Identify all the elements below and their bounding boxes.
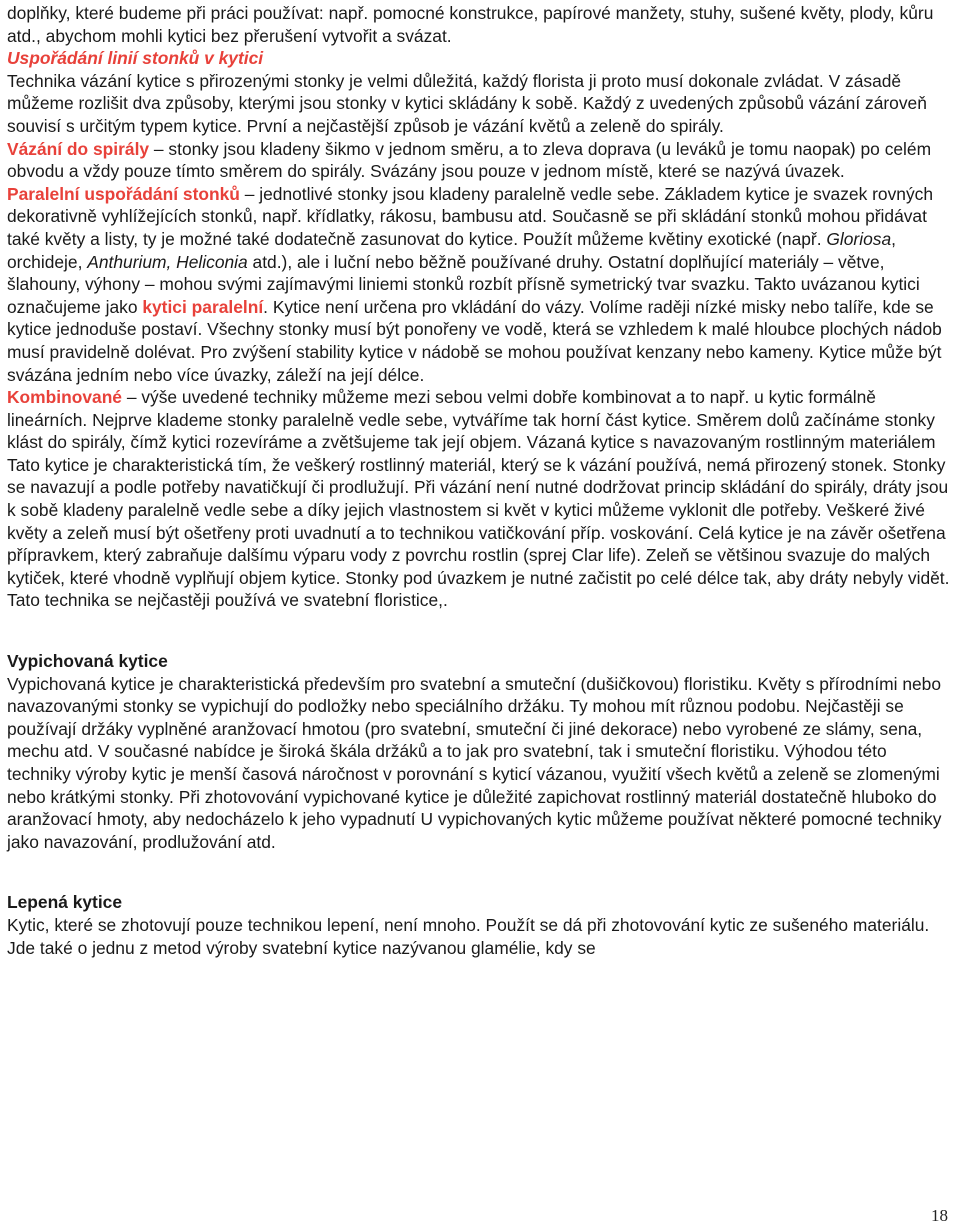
paragraph-paralelni [7, 183, 953, 386]
italic-gloriosa: Gloriosa [826, 228, 892, 249]
paragraph-technika [7, 70, 953, 138]
text: atd.), ale i luční nebo běžně používané druhy. Ostatní doplňující materiály – větve, šlahouny, výhony – mohou svými zajímavými liniemi stonků rozbít přísně symetrický tvar svazku. Takto uvázanou kytici označujeme jako [7, 251, 920, 317]
spacer [7, 612, 953, 650]
text: – stonky jsou kladeny šikmo v jednom směru, a to zleva doprava (u leváků je tomu naopak) po celém obvodu a vždy pouze tímto směrem do spirály. Svázány jsou pouze v jednom místě, které se nazývá úvazek. [7, 138, 932, 182]
page-number: 18 [931, 1206, 948, 1225]
spacer [7, 853, 953, 891]
paragraph-intro [7, 2, 953, 47]
text: , orchideje, [7, 228, 896, 272]
term-paralelni: Paralelní uspořádání stonků [7, 183, 240, 204]
heading-lepena: Lepená kytice [7, 892, 123, 913]
term-kombinovane: Kombinované [7, 387, 122, 408]
term-spiral: Vázání do spirály [7, 138, 150, 159]
text: doplňky, které budeme při práci používat: např. pomocné konstrukce, papírové manžety, stuhy, sušené květy, plody, kůru atd., abychom mohli kytici bez přerušení vytvořit a svázat. [7, 3, 934, 46]
text: – jednotlivé stonky jsou kladeny paralelně vedle sebe. Základem kytice je svazek rovných dekorativně vyhlížejících stonků, např. křídlatky, rákosu, bambusu atd. Současně se při skládání stonků mohou přidávat také květy a listy, ty je možné také dodatečně zasunovat do kytice. Použít můžeme květiny exotické (např. [7, 183, 934, 249]
paragraph-vypichovana [7, 673, 953, 854]
text: Kytic, které se zhotovují pouze technikou lepení, není mnoho. Použít se dá při zhotovování kytic ze sušeného materiálu. Jde také o jednu z metod výroby svatební kytice nazývanou glamélie, kdy se [7, 914, 930, 958]
heading-text: Uspořádání linií stonků v kytici [7, 48, 264, 69]
text: – výše uvedené techniky můžeme mezi sebou velmi dobře kombinovat a to např. u kytic formálně lineárních. Nejprve klademe stonky paralelně vedle sebe, vytváříme tak horní část kytice. Směrem dolů začínáme stonky klást do spirály, čímž kytici rozevíráme a zvětšujeme tak její objem. Vázaná kytice s navazovaným rostlinným materiálem Tato kytice je charakteristická tím, že veškerý rostlinný materiál, který se k vázání používá, nemá přirozený stonek. Stonky se navazují a podle potřeby navatičkují či prodlužují. Při vázání není nutné dodržovat princip skládání do spirály, dráty jsou k sobě kladeny paralelně vedle sebe a díky jejich vlastnostem si květ v kytici můžeme vyklonit dle potřeby. Veškeré živé květy a zeleň musí být ošetřeny proti uvadnutí a to technikou vatičkování příp. voskování. Celá kytice je na závěr ošetřena přípravkem, který zabraňuje dalšímu výparu vody z povrchu rostlin (sprej Clar life). Zeleň se většinou svazuje do malých kytiček, které vhodně vyplňují objem kytice. Stonky pod úvazkem je nutné začistit po celé délce tak, aby dráty nebyly vidět. Tato technika se nejčastěji používá ve svatební floristice,. [7, 387, 950, 611]
paragraph-lepena [7, 914, 953, 959]
text: Vypichovaná kytice je charakteristická především pro svatební a smuteční (dušičkovou) floristiku. Květy s přírodními nebo navazovanými stonky se vypichují do podložky nebo speciálního držáku. Ty mohou mít různou podobu. Nejčastěji se používají držáky vyplněné aranžovací hmotou (pro svatební, smuteční či jiné dekorace) nebo vyrobené ze slámy, sena, mechu atd. V současné nabídce je široká škála držáků a to jak pro svatební, tak i smuteční floristiku. Výhodou této techniky výroby kytic je menší časová náročnost v porovnání s kyticí vázanou, využití všech květů a zeleně se zlomenými nebo krátkými stonky. Při zhotovování vypichované kytice je důležité zapichovat rostlinný materiál dostatečně hluboko do aranžovací hmoty, aby nedocházelo k jeho vypadnutí U vypichovaných kytic můžeme používat některé pomocné techniky jako navazování, prodlužování atd. [7, 673, 942, 852]
document-page [7, 0, 953, 959]
italic-anthurium: Anthurium, Heliconia [87, 251, 248, 272]
text: Technika vázání kytice s přirozenými stonky je velmi důležitá, každý florista ji proto musí dokonale zvládat. V zásadě můžeme rozlišit dva způsoby, kterými jsou stonky v kytici skládány k sobě. Každý z uvedených způsobů vázání zároveň souvisí s určitým typem kytice. První a nejčastější způsob je vázání květů a zeleně do spirály. [7, 70, 927, 136]
paragraph-kombinovane [7, 386, 953, 612]
heading-vypichovana: Vypichovaná kytice [7, 651, 168, 672]
term-kytici-paralelni: kytici paralelní [142, 296, 264, 317]
text: . Kytice není určena pro vkládání do vázy. Volíme raději nízké misky nebo talíře, kde se kytice jednoduše postaví. Všechny stonky musí být ponořeny ve vodě, která se vzhledem k malé hloubce plochých nádob musí pravidelně dolévat. Pro zvýšení stability kytice v nádobě se mohou používat kenzany nebo kameny. Kytice může být svázána jedním nebo více úvazky, záleží na její délce. [7, 296, 942, 385]
paragraph-spiral [7, 138, 953, 183]
heading-usporadani [7, 47, 953, 70]
